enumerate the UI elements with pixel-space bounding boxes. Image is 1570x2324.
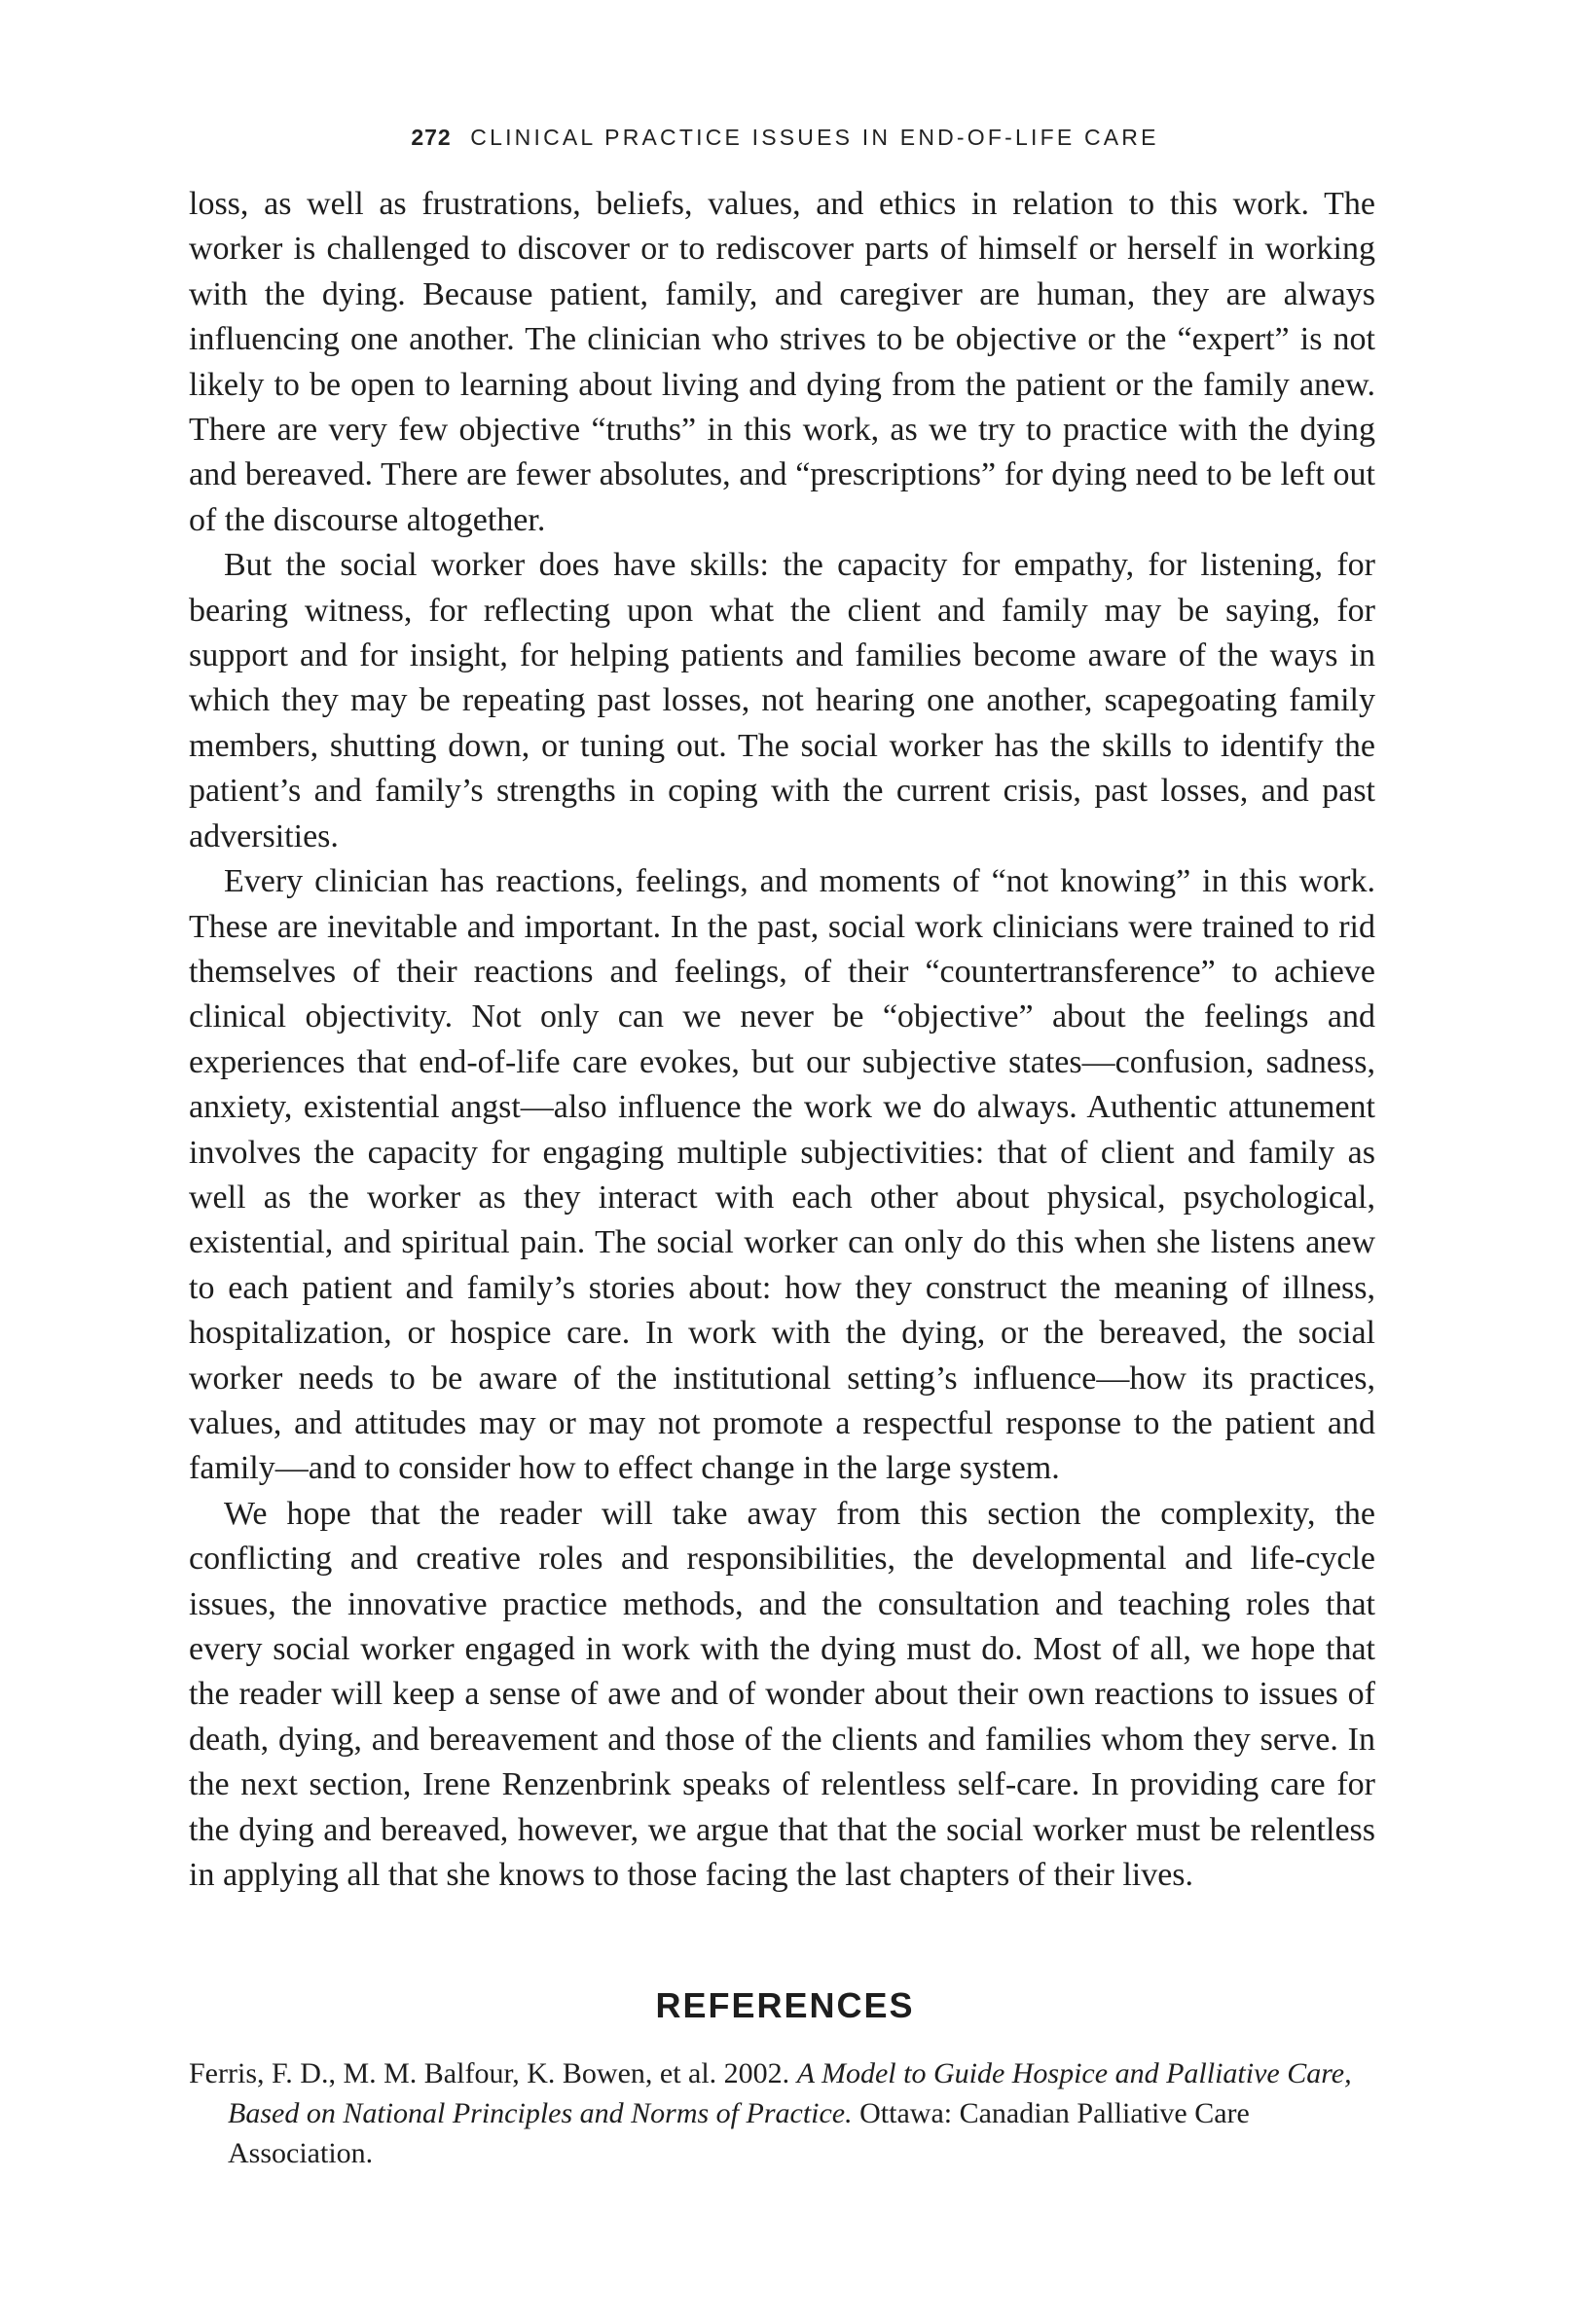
page-number: 272 bbox=[411, 125, 452, 150]
paragraph: Every clinician has reactions, feelings, and moments of “not knowing” in this work. These are inevitable and important. In the past, social work clinicians were trained to rid themselves of their reactions and feelings, of their “countertransference” to achieve clinical objectivity. Not only can we never be “objective” about the feelings and experiences that end-of-life care evokes, but our subjective states—confusion, sadness, anxiety, existential angst—also influence the work we do always. Authentic attunement involves the capacity for engaging multiple subjectivities: that of client and family as well as the worker as they interact with each other about physical, psychological, existential, and spiritual pain. The social worker can only do this when she listens anew to each patient and family’s stories about: how they construct the meaning of illness, hospitalization, or hospice care. In work with the dying, or the bereaved, the social worker needs to be aware of the institutional setting’s influence—how its practices, values, and attitudes may or may not promote a respectful response to the patient and family—and to consider how to effect change in the large system. bbox=[189, 863, 1375, 1487]
references-list bbox=[189, 2053, 1375, 2173]
body-text bbox=[189, 182, 1375, 1898]
reference-entry bbox=[189, 2053, 1375, 2173]
reference-publisher: Ottawa: Canadian Palliative Care Association. bbox=[228, 2097, 1250, 2169]
running-title: CLINICAL PRACTICE ISSUES IN END-OF-LIFE CARE bbox=[470, 125, 1159, 150]
paragraph: We hope that the reader will take away from this section the complexity, the conflicting and creative roles and responsibilities, the developmental and life-cycle issues, the innovative practice methods, and the consultation and teaching roles that every social worker engaged in work with the dying must do. Most of all, we hope that the reader will keep a sense of awe and of wonder about their own reactions to issues of death, dying, and bereavement and those of the clients and families whom they serve. In the next section, Irene Renzenbrink speaks of relentless self-care. In providing care for the dying and bereaved, however, we argue that that the social worker must be relentless in applying all that she knows to those facing the last chapters of their lives. bbox=[189, 1495, 1375, 1894]
references-heading: REFERENCES bbox=[655, 1985, 915, 2025]
paragraph: But the social worker does have skills: the capacity for empathy, for listening, for bearing witness, for reflecting upon what the client and family may be saying, for support and for insight, for helping patients and families become aware of the ways in which they may be repeating past losses, not hearing one another, scapegoating family members, shutting down, or tuning out. The social worker has the skills to identify the patient’s and family’s strengths in coping with the current crisis, past losses, and past adversities. bbox=[189, 547, 1375, 854]
running-head bbox=[0, 125, 1570, 151]
reference-authors: Ferris, F. D., M. M. Balfour, K. Bowen, et al. 2002. bbox=[189, 2057, 790, 2089]
paragraph: loss, as well as frustrations, beliefs, values, and ethics in relation to this work. The worker is challenged to discover or to rediscover parts of himself or herself in working with the dying. Because patient, family, and caregiver are human, they are always influencing one another. The clinician who strives to be objective or the “expert” is not likely to be open to learning about living and dying from the patient or the family anew. There are very few objective “truths” in this work, as we try to practice with the dying and bereaved. There are fewer absolutes, and “prescriptions” for dying need to be left out of the discourse altogether. bbox=[189, 186, 1375, 538]
reference-title: A Model to Guide Hospice and Palliative Care, Based on National Principles and Norms of Practice. bbox=[228, 2057, 1352, 2129]
